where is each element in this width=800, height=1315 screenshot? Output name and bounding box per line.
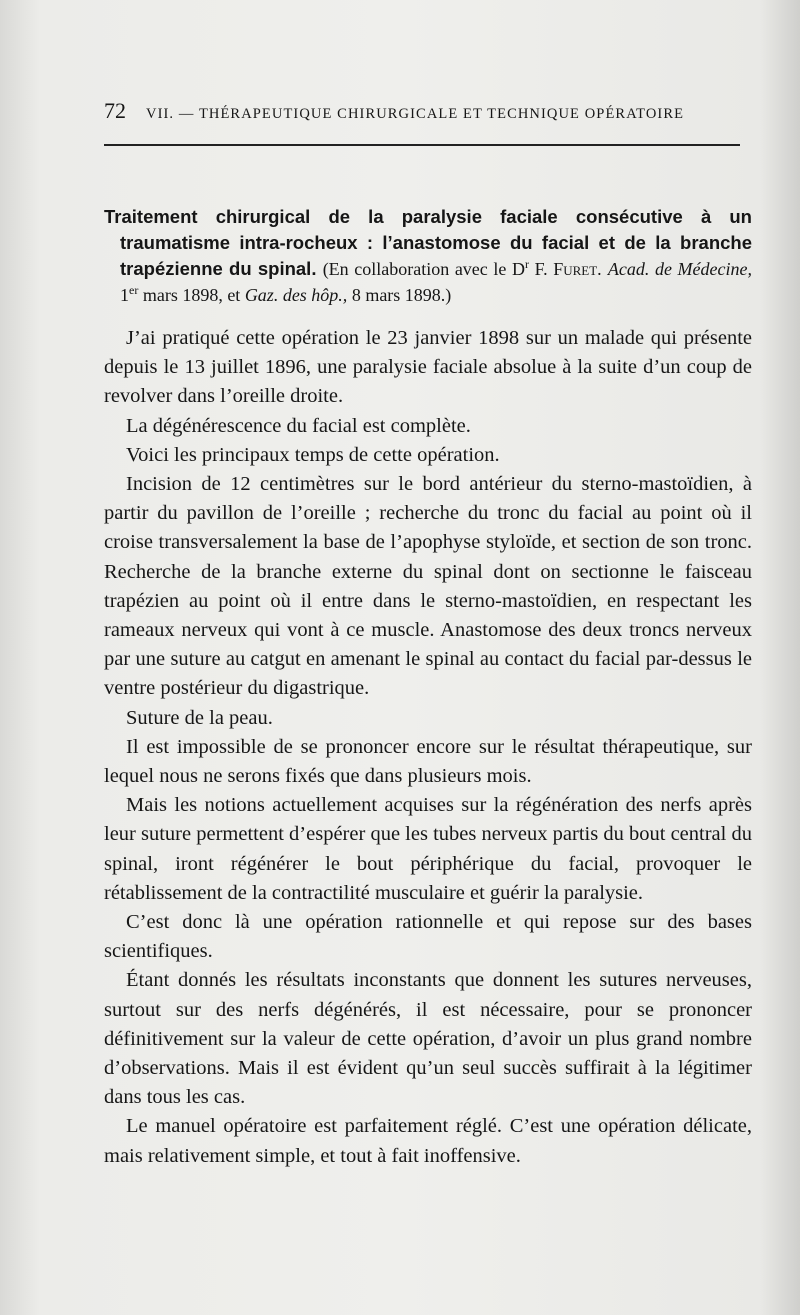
reference-1-source: Acad. de Médecine, bbox=[607, 259, 753, 279]
running-head bbox=[104, 98, 744, 132]
reference-1-date-num: 1 bbox=[120, 285, 129, 305]
reference-1-date-rest: mars 1898, et bbox=[142, 285, 241, 305]
article-title bbox=[104, 204, 752, 308]
paragraph: C’est donc là une opération rationnelle et qui repose sur des bases scientifiques. bbox=[104, 911, 752, 963]
paragraph: Étant donnés les résultats inconstants que donnent les sutures nerveuses, surtout sur des nerfs dégénérés, il est nécessaire, pour se prononcer définitivement sur la valeur de cette opération, d’avoir un plus grand nombre d’observations. Mais il est évident qu’un seul succès suffirait à la légitimer dans tous les cas. bbox=[104, 969, 752, 1109]
reference-1-date-sup: er bbox=[129, 283, 139, 297]
running-title: VII. — THÉRAPEUTIQUE CHIRURGICALE ET TECHNIQUE OPÉRATOIRE bbox=[146, 106, 685, 122]
paragraph: Suture de la peau. bbox=[126, 706, 273, 729]
header-rule bbox=[104, 144, 740, 146]
reference-2-date: 8 mars 1898.) bbox=[351, 285, 452, 305]
page-content bbox=[104, 204, 752, 1171]
collaboration-note bbox=[323, 259, 602, 279]
reference-2-source: Gaz. des hôp., bbox=[244, 285, 348, 305]
paragraph: Voici les principaux temps de cette opération. bbox=[126, 443, 500, 466]
paragraph: Mais les notions actuellement acquises sur la régénération des nerfs après leur suture permettent d’espérer que les tubes nerveux partis du bout central du spinal, iront régénérer le bout périphérique du facial, provoquer le rétablissement de la contractilité musculaire et guérir la paralysie. bbox=[104, 794, 752, 904]
paragraph: Incision de 12 centimètres sur le bord antérieur du sterno-mastoïdien, à partir du pavillon de l’oreille ; recherche du tronc du facial au point où il croise transversalement la base de l’apophyse styloïde, et section de son tronc. Recherche de la branche externe du spinal dont on sectionne le faisceau trapézien au point où il entre dans le sterno-mastoïdien, en respectant les rameaux nerveux qui vont à ce muscle. Anastomose des deux troncs nerveux par une suture au catgut en amenant le spinal au contact du facial par-dessus le ventre postérieur du digastrique. bbox=[104, 473, 752, 700]
page-number: 72 bbox=[104, 98, 126, 123]
paragraph: La dégénérescence du facial est complète. bbox=[126, 414, 471, 437]
paragraph: Le manuel opératoire est parfaitement réglé. C’est une opération délicate, mais relativement simple, et tout à fait inoffensive. bbox=[104, 1115, 752, 1167]
paragraph: J’ai pratiqué cette opération le 23 janvier 1898 sur un malade qui présente depuis le 13 juillet 1896, une paralysie faciale absolue à la suite d’un coup de revolver dans l’oreille droite. bbox=[104, 327, 752, 408]
doctor-abbrev-sup: r bbox=[524, 257, 529, 271]
body-text bbox=[104, 324, 752, 1171]
article-title-bold: Traitement chirurgical de la paralysie faciale consécutive à un traumatisme intra-rocheux : l’anastomose du facial et de la branche trapézienne du spinal. bbox=[104, 206, 752, 279]
collaboration-note-open: (En collaboration avec le D bbox=[322, 259, 525, 279]
paragraph: Il est impossible de se prononcer encore sur le résultat thérapeutique, sur lequel nous ne serons fixés que dans plusieurs mois. bbox=[104, 735, 752, 788]
collaborator-name: F. Furet. bbox=[534, 259, 602, 279]
